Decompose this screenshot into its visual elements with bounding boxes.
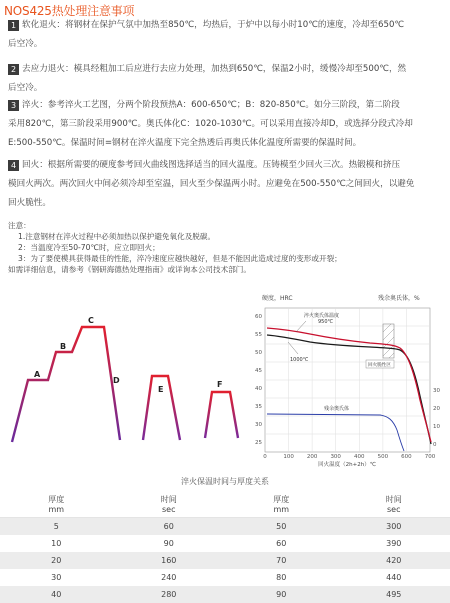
table-cell: 90 bbox=[113, 535, 226, 552]
section-text-line: 采用820℃，第三阶段采用900℃。奥氏体化C：1020-1030℃。可以采用直接冷却D，或选择分段式冷却 bbox=[8, 115, 444, 134]
table-cell: 30 bbox=[0, 569, 113, 586]
chart-y-tick: 60 bbox=[255, 314, 262, 320]
section-text-line: 软化退火：将钢材在保护气氛中加热至850℃，均热后，于炉中以每小时10℃的速度，冷却至650℃ bbox=[22, 20, 404, 30]
note-item: 2：当温度冷至50-70℃时，应立即回火； bbox=[8, 242, 444, 253]
chart-x-tick: 300 bbox=[330, 454, 341, 460]
table-cell: 90 bbox=[225, 586, 338, 603]
table-row bbox=[0, 518, 450, 536]
chart-x-tick: 400 bbox=[354, 454, 365, 460]
section-stress-relief bbox=[8, 60, 444, 98]
page-title: NOS425热处理注意事项 bbox=[4, 2, 134, 19]
table-cell: 50 bbox=[225, 518, 338, 536]
chart-y-tick: 30 bbox=[255, 422, 262, 428]
section-text-line: 后空冷。 bbox=[8, 35, 444, 54]
quench-process-diagram bbox=[12, 316, 120, 442]
process-label-b: B bbox=[60, 342, 66, 351]
table-cell: 160 bbox=[113, 552, 226, 569]
section-text-line: 回火：根据所需要的硬度参考回火曲线图选择适当的回火温度。压铸模至少回火三次。热锻模和挤压 bbox=[22, 160, 400, 170]
chart-right-tick: 30 bbox=[433, 388, 440, 394]
chart-right-tick: 10 bbox=[433, 424, 440, 430]
chart-x-tick: 600 bbox=[401, 454, 412, 460]
table-row bbox=[0, 586, 450, 603]
chart-x-tick: 500 bbox=[378, 454, 389, 460]
chart-x-tick: 0 bbox=[263, 454, 267, 460]
section-text-line: E:500-550℃。保温时间=钢材在淬火温度下完全热透后再奥氏体化温度所需要的保温时间。 bbox=[8, 134, 444, 153]
process-label-c: C bbox=[88, 316, 94, 325]
table-caption: 淬火保温时间与厚度关系 bbox=[0, 476, 450, 487]
section-text-line: 去应力退火：模具经粗加工后应进行去应力处理，加热到650℃，保温2小时，缓慢冷却至500℃，然 bbox=[22, 64, 406, 74]
table-cell: 240 bbox=[113, 569, 226, 586]
table-cell: 440 bbox=[338, 569, 450, 586]
chart-x-tick: 200 bbox=[307, 454, 318, 460]
chart-right-tick: 0 bbox=[433, 442, 437, 448]
process-label-d: D bbox=[113, 376, 120, 385]
process-label-e: E bbox=[158, 385, 163, 394]
section-number-badge: 4 bbox=[8, 160, 19, 171]
section-text-line: 模回火两次。两次回火中间必须冷却至室温，回火至少保温两小时。应避免在500-550℃之间回火，以避免 bbox=[8, 175, 444, 194]
notes-contact: 如需详细信息，请参考《钢研海德热处理指南》或详询本公司技术部门。 bbox=[8, 264, 444, 275]
chart-gridlines bbox=[265, 308, 430, 452]
tempering-step-diagram bbox=[205, 380, 238, 438]
tempering-step-curve bbox=[205, 392, 238, 438]
chart-y-tick: 25 bbox=[255, 440, 262, 446]
thickness-time-table bbox=[0, 493, 450, 603]
annotation-retained: 残余奥氏体 bbox=[324, 405, 349, 412]
note-item: 3：为了要使模具获得最佳的性能，淬冷速度应越快越好，但是不能因此造成过度的变形或开裂； bbox=[8, 253, 444, 264]
chart-y-tick: 50 bbox=[255, 350, 262, 356]
table-header-cell: 厚度 mm bbox=[0, 493, 113, 518]
table-row bbox=[0, 535, 450, 552]
chart-x-tick: 100 bbox=[283, 454, 294, 460]
tempering-curve-chart bbox=[255, 294, 440, 468]
table-row bbox=[0, 552, 450, 569]
table-cell: 20 bbox=[0, 552, 113, 569]
table-cell: 70 bbox=[225, 552, 338, 569]
process-label-f: F bbox=[217, 380, 222, 389]
step-cooling-diagram bbox=[143, 376, 180, 440]
notes-heading: 注意： bbox=[8, 220, 444, 231]
diagrams-area bbox=[0, 288, 450, 463]
section-text-line: 后空冷。 bbox=[8, 79, 444, 98]
chart-right-tick: 20 bbox=[433, 406, 440, 412]
table-cell: 5 bbox=[0, 518, 113, 536]
annotation-quench-2: 950℃ bbox=[318, 319, 334, 325]
table-cell: 390 bbox=[338, 535, 450, 552]
section-softening bbox=[8, 16, 444, 54]
table-header-row bbox=[0, 493, 450, 518]
table-cell: 280 bbox=[113, 586, 226, 603]
table-cell: 80 bbox=[225, 569, 338, 586]
chart-y-tick: 35 bbox=[255, 404, 262, 410]
section-number-badge: 3 bbox=[8, 100, 19, 111]
section-text-line: 淬火：参考淬火工艺图，分两个阶段预热A：600-650℃；B：820-850℃。如分三阶段，第二阶段 bbox=[22, 100, 400, 110]
chart-y-tick: 55 bbox=[255, 332, 262, 338]
chart-right-axis-label: 残余奥氏体，% bbox=[378, 294, 420, 302]
table-cell: 495 bbox=[338, 586, 450, 603]
section-number-badge: 1 bbox=[8, 20, 19, 31]
annotation-quench-1: 淬火奥氏体温度 bbox=[304, 312, 339, 319]
section-number-badge: 2 bbox=[8, 64, 19, 75]
process-label-a: A bbox=[34, 370, 41, 379]
table-cell: 10 bbox=[0, 535, 113, 552]
note-item: 1.注意钢材在淬火过程中必须加热以保护避免氧化及脱碳。 bbox=[8, 231, 444, 242]
table-cell: 420 bbox=[338, 552, 450, 569]
notes-block bbox=[8, 220, 444, 275]
section-text-line: 回火脆性。 bbox=[8, 194, 444, 213]
section-quenching bbox=[8, 96, 444, 153]
brittle-zone-hatch bbox=[383, 324, 394, 358]
annotation-1000: 1000℃ bbox=[290, 357, 309, 363]
table-cell: 60 bbox=[113, 518, 226, 536]
section-tempering bbox=[8, 156, 444, 213]
chart-y-tick: 40 bbox=[255, 386, 262, 392]
table-header-cell: 时间 sec bbox=[338, 493, 450, 518]
chart-x-tick: 700 bbox=[425, 454, 436, 460]
brittle-zone bbox=[383, 324, 394, 358]
table-header-cell: 厚度 mm bbox=[225, 493, 338, 518]
table-row bbox=[0, 569, 450, 586]
chart-y-tick: 45 bbox=[255, 368, 262, 374]
table-cell: 300 bbox=[338, 518, 450, 536]
table-cell: 60 bbox=[225, 535, 338, 552]
chart-left-axis-label: 硬度，HRC bbox=[262, 294, 293, 302]
table-cell: 40 bbox=[0, 586, 113, 603]
annotation-brittle: 回火脆性区 bbox=[368, 361, 391, 368]
chart-x-axis-label: 回火温度（2h+2h）℃ bbox=[318, 460, 376, 468]
table-header-cell: 时间 sec bbox=[113, 493, 226, 518]
